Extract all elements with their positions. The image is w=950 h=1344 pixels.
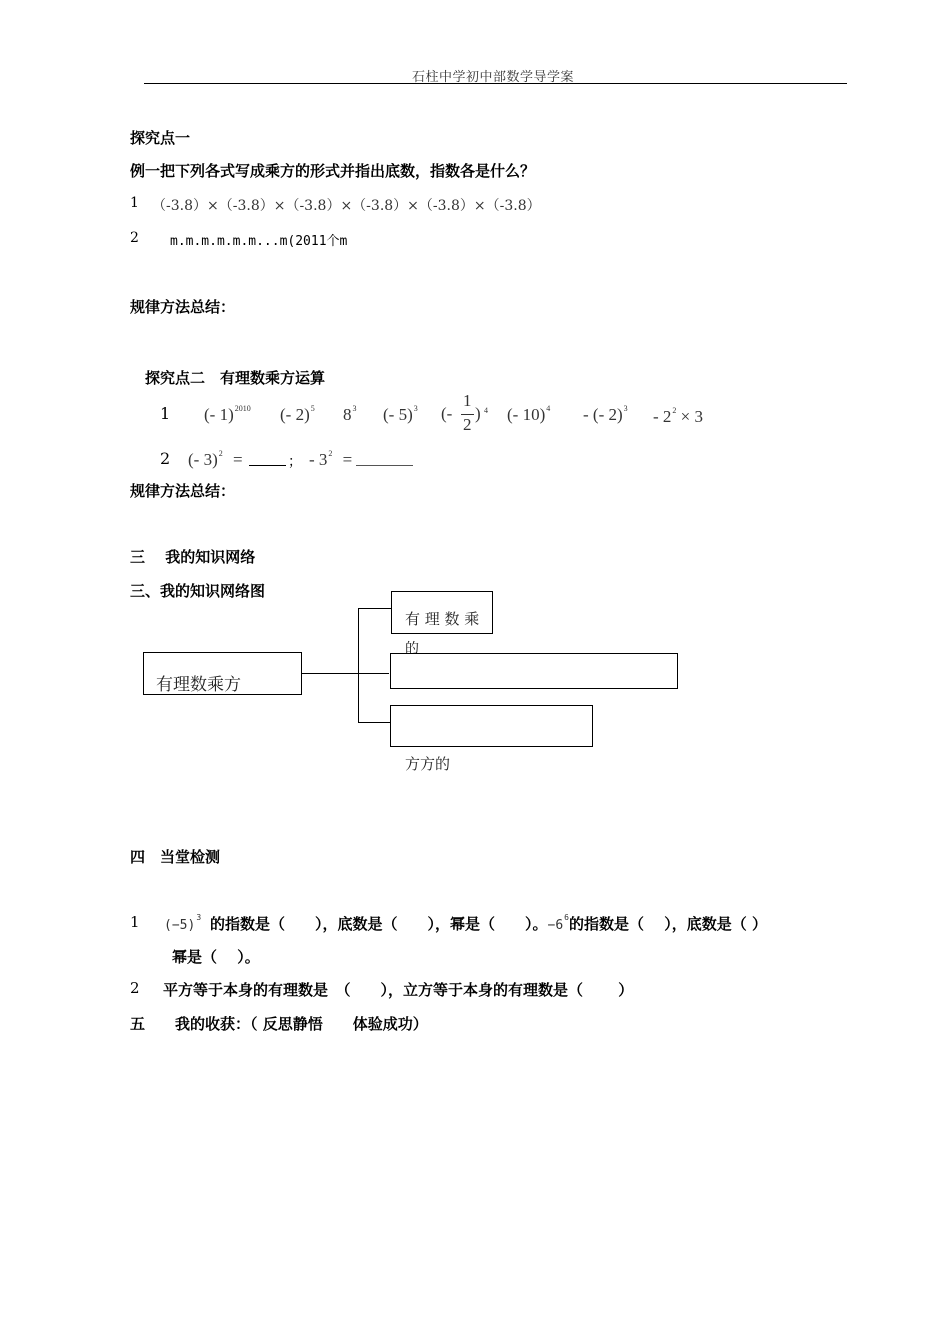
row2-separator: ； — [288, 454, 302, 470]
q1-expression: $(-5)^3$ — [164, 913, 202, 933]
example-text: 例一把下列各式写成乘方的形式并指出底数，指数各是什么？ — [130, 162, 536, 180]
q2-text: 平方等于本身的有理数是 （ ），立方等于本身的有理数是（ ） — [163, 981, 634, 999]
section1-summary: 规律方法总结： — [130, 298, 236, 316]
answer-blank-2 — [356, 465, 413, 466]
section3-heading: 三 我的知识网络 — [130, 548, 256, 566]
term-neg2-pow: (- 2)$^5$ — [280, 404, 315, 424]
section5-title: 五 我的收获：（ 反思静悟 体验成功） — [130, 1015, 428, 1033]
section1-title: 探究点一 — [130, 129, 191, 147]
term-neg2sq-times3: - $2^2 \times 3$ — [653, 406, 704, 426]
answer-blank-1 — [249, 465, 286, 466]
q1-text-line2: 幂是（ ）。 — [172, 948, 260, 966]
item1-expression: （-3.8）×（-3.8）×（-3.8）×（-3.8）×（-3.8）×（-3.8） — [152, 198, 541, 214]
q1-text: 的指数是（ ），底数是（ ），幂是（ ）。$-6^6$的指数是（ ），底数是（ ） — [210, 913, 767, 933]
branch3-box — [390, 705, 593, 747]
row2-number: 2 — [160, 449, 171, 468]
section2-title: 探究点二 有理数乘方运算 — [145, 369, 326, 387]
trunk-connector — [358, 608, 359, 723]
q2-number: 2 — [130, 979, 140, 997]
row1-number: 1 — [160, 404, 171, 423]
section2-summary: 规律方法总结： — [130, 482, 236, 500]
term-neg10-pow: (- 10)$^4$ — [507, 404, 551, 424]
term-neg3-squared: (- 3)$^2$ = — [188, 449, 243, 469]
section4-title: 四 当堂检测 — [130, 848, 221, 866]
term-neg-3-squared: - $3^2$ = — [309, 449, 353, 469]
section3-diagram-heading: 三、我的知识网络图 — [130, 582, 266, 600]
term-neg-neg2-pow: - (- 2)$^3$ — [583, 404, 628, 424]
branch1-connector — [358, 608, 391, 609]
header-rule — [144, 83, 847, 84]
branch1-overflow-text: 的 — [405, 641, 419, 657]
root-connector — [302, 673, 389, 674]
term-8-pow: $8^3$ — [343, 404, 357, 424]
term-neg1-pow: (- 1)$^{2010}$ — [204, 404, 251, 424]
item2-number: 2 — [130, 230, 139, 246]
branch3-connector — [358, 722, 391, 723]
item2-expression: m.m.m.m.m.m...m(2011个m — [170, 234, 348, 249]
root-node-label: 有理数乘方 — [156, 675, 241, 695]
term-neg5-pow: (- 5)$^3$ — [383, 404, 418, 424]
header-title: 石柱中学初中部数学导学案 — [412, 70, 575, 85]
branch1-label: 有 理 数 乘 — [405, 610, 480, 628]
branch3-caption: 方方的 — [405, 755, 451, 773]
branch2-box — [390, 653, 678, 689]
item1-number: 1 — [130, 195, 139, 211]
q1-number: 1 — [130, 913, 140, 931]
